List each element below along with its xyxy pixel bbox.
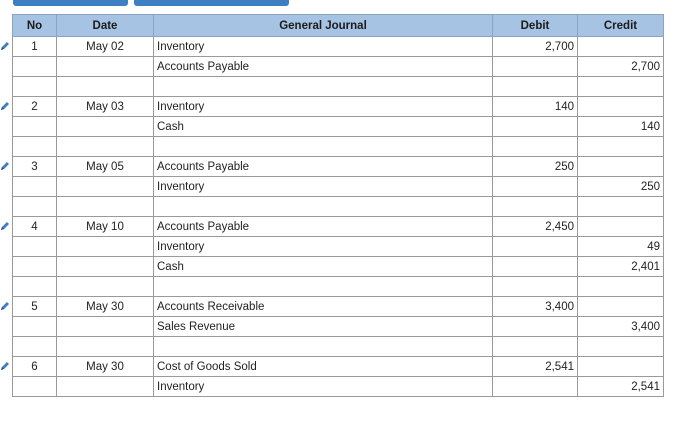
entry-number-cell[interactable]: 1 — [13, 37, 57, 57]
empty-cell[interactable] — [57, 137, 154, 157]
empty-cell[interactable] — [493, 197, 578, 217]
credit-cell[interactable]: 3,400 — [578, 317, 664, 337]
header-credit: Credit — [578, 15, 664, 37]
account-cell[interactable]: Accounts Payable — [154, 217, 493, 237]
journal-row — [13, 177, 664, 197]
empty-cell[interactable] — [13, 137, 57, 157]
journal-row — [13, 377, 664, 397]
account-cell[interactable]: Inventory — [154, 377, 493, 397]
entry-date-cell[interactable] — [57, 57, 154, 77]
edit-pencil-icon[interactable] — [0, 221, 10, 231]
spacer-row — [13, 337, 664, 357]
entry-number-cell[interactable] — [13, 177, 57, 197]
journal-row — [13, 157, 664, 177]
header-debit: Debit — [493, 15, 578, 37]
empty-cell[interactable] — [578, 77, 664, 97]
credit-cell[interactable] — [578, 37, 664, 57]
credit-cell[interactable] — [578, 357, 664, 377]
empty-cell[interactable] — [57, 277, 154, 297]
debit-cell[interactable] — [493, 317, 578, 337]
journal-row — [13, 217, 664, 237]
debit-cell[interactable] — [493, 177, 578, 197]
entry-date-cell[interactable]: May 02 — [57, 37, 154, 57]
entry-number-cell[interactable] — [13, 377, 57, 397]
edit-pencil-icon[interactable] — [0, 361, 10, 371]
empty-cell[interactable] — [154, 337, 493, 357]
debit-cell[interactable] — [493, 377, 578, 397]
journal-row — [13, 317, 664, 337]
empty-cell[interactable] — [13, 337, 57, 357]
journal-row — [13, 237, 664, 257]
empty-cell[interactable] — [578, 197, 664, 217]
account-cell[interactable]: Accounts Receivable — [154, 297, 493, 317]
empty-cell[interactable] — [13, 197, 57, 217]
entry-number-cell[interactable] — [13, 57, 57, 77]
entry-number-cell[interactable]: 4 — [13, 217, 57, 237]
entry-date-cell[interactable]: May 05 — [57, 157, 154, 177]
account-cell[interactable]: Inventory — [154, 97, 493, 117]
entry-date-cell[interactable] — [57, 177, 154, 197]
entry-number-cell[interactable] — [13, 117, 57, 137]
debit-cell[interactable] — [493, 257, 578, 277]
entry-date-cell[interactable]: May 10 — [57, 217, 154, 237]
header-general-journal: General Journal — [154, 15, 493, 37]
header-no: No — [13, 15, 57, 37]
general-journal-table — [12, 14, 664, 397]
credit-cell[interactable] — [578, 157, 664, 177]
empty-cell[interactable] — [493, 277, 578, 297]
credit-cell[interactable]: 140 — [578, 117, 664, 137]
empty-cell[interactable] — [57, 77, 154, 97]
table-header-row — [13, 15, 664, 37]
debit-cell[interactable] — [493, 237, 578, 257]
journal-body — [13, 37, 664, 397]
credit-cell[interactable]: 49 — [578, 237, 664, 257]
debit-cell[interactable]: 250 — [493, 157, 578, 177]
empty-cell[interactable] — [154, 197, 493, 217]
entry-date-cell[interactable] — [57, 117, 154, 137]
credit-cell[interactable]: 250 — [578, 177, 664, 197]
entry-number-cell[interactable] — [13, 257, 57, 277]
journal-row — [13, 57, 664, 77]
entry-number-cell[interactable]: 5 — [13, 297, 57, 317]
empty-cell[interactable] — [493, 77, 578, 97]
edit-pencil-icon[interactable] — [0, 101, 10, 111]
entry-date-cell[interactable] — [57, 237, 154, 257]
edit-pencil-icon[interactable] — [0, 41, 10, 51]
empty-cell[interactable] — [493, 137, 578, 157]
account-cell[interactable]: Cost of Goods Sold — [154, 357, 493, 377]
empty-cell[interactable] — [493, 337, 578, 357]
spacer-row — [13, 77, 664, 97]
empty-cell[interactable] — [578, 337, 664, 357]
debit-cell[interactable] — [493, 57, 578, 77]
entry-date-cell[interactable] — [57, 377, 154, 397]
empty-cell[interactable] — [57, 337, 154, 357]
journal-row — [13, 117, 664, 137]
debit-cell[interactable]: 2,541 — [493, 357, 578, 377]
debit-cell[interactable]: 2,450 — [493, 217, 578, 237]
credit-cell[interactable] — [578, 97, 664, 117]
entry-number-cell[interactable]: 2 — [13, 97, 57, 117]
spacer-row — [13, 277, 664, 297]
debit-cell[interactable] — [493, 117, 578, 137]
empty-cell[interactable] — [154, 77, 493, 97]
top-tab-left[interactable] — [13, 0, 128, 6]
entry-date-cell[interactable] — [57, 257, 154, 277]
account-cell[interactable]: Inventory — [154, 37, 493, 57]
journal-row — [13, 37, 664, 57]
journal-row — [13, 257, 664, 277]
edit-pencil-icon[interactable] — [0, 301, 10, 311]
header-date: Date — [57, 15, 154, 37]
credit-cell[interactable]: 2,541 — [578, 377, 664, 397]
entry-date-cell[interactable]: May 30 — [57, 357, 154, 377]
empty-cell[interactable] — [154, 277, 493, 297]
spacer-row — [13, 197, 664, 217]
credit-cell[interactable]: 2,401 — [578, 257, 664, 277]
entry-date-cell[interactable]: May 03 — [57, 97, 154, 117]
account-cell[interactable]: Inventory — [154, 237, 493, 257]
account-cell[interactable]: Accounts Payable — [154, 157, 493, 177]
credit-cell[interactable] — [578, 297, 664, 317]
account-cell[interactable]: Cash — [154, 257, 493, 277]
edit-pencil-icon[interactable] — [0, 161, 10, 171]
credit-cell[interactable] — [578, 217, 664, 237]
journal-row — [13, 97, 664, 117]
debit-cell[interactable]: 2,700 — [493, 37, 578, 57]
journal-row — [13, 357, 664, 377]
entry-date-cell[interactable] — [57, 317, 154, 337]
spacer-row — [13, 137, 664, 157]
entry-number-cell[interactable] — [13, 317, 57, 337]
entry-number-cell[interactable]: 3 — [13, 157, 57, 177]
account-cell[interactable]: Inventory — [154, 177, 493, 197]
account-cell[interactable]: Cash — [154, 117, 493, 137]
empty-cell[interactable] — [13, 77, 57, 97]
entry-number-cell[interactable] — [13, 237, 57, 257]
credit-cell[interactable]: 2,700 — [578, 57, 664, 77]
debit-cell[interactable]: 140 — [493, 97, 578, 117]
empty-cell[interactable] — [13, 277, 57, 297]
empty-cell[interactable] — [57, 197, 154, 217]
debit-cell[interactable]: 3,400 — [493, 297, 578, 317]
journal-row — [13, 297, 664, 317]
entry-number-cell[interactable]: 6 — [13, 357, 57, 377]
entry-date-cell[interactable]: May 30 — [57, 297, 154, 317]
empty-cell[interactable] — [578, 137, 664, 157]
empty-cell[interactable] — [578, 277, 664, 297]
top-tab-right[interactable] — [134, 0, 289, 6]
account-cell[interactable]: Accounts Payable — [154, 57, 493, 77]
empty-cell[interactable] — [154, 137, 493, 157]
account-cell[interactable]: Sales Revenue — [154, 317, 493, 337]
